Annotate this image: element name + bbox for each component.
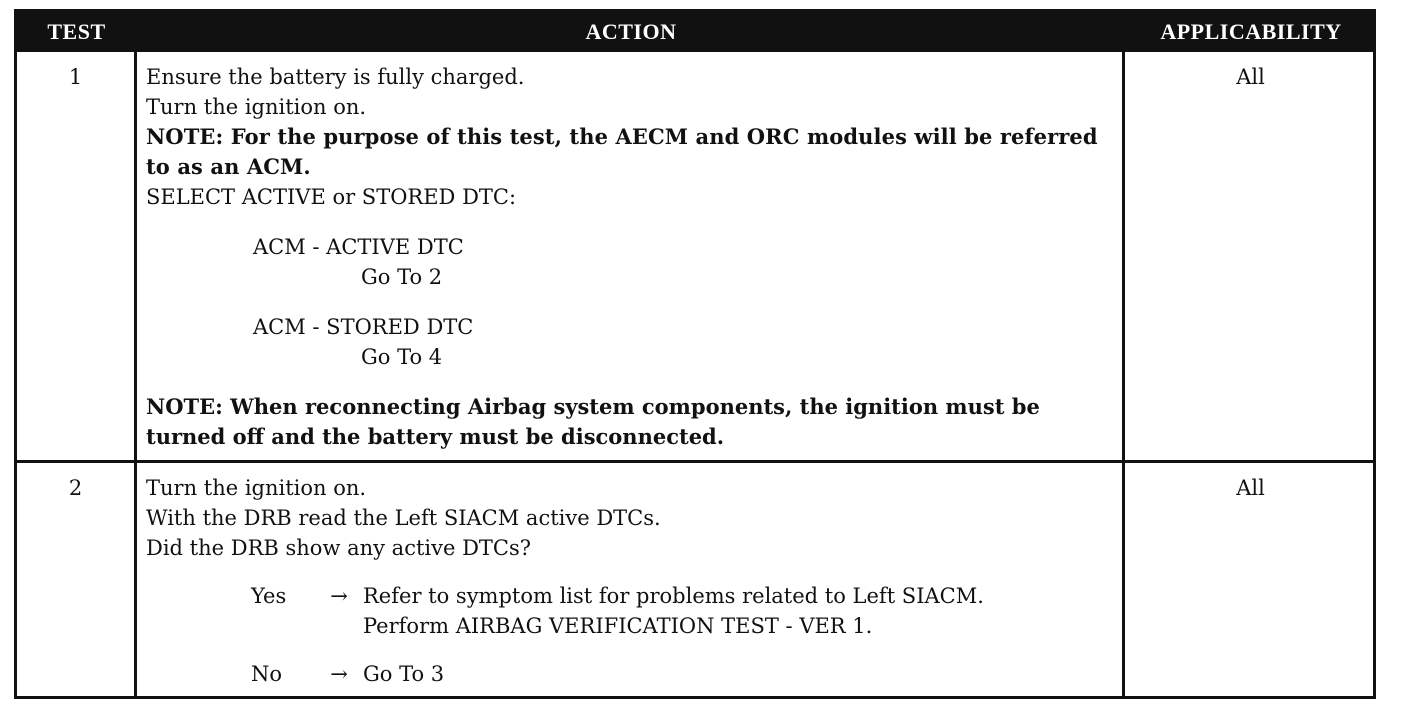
row2-line-3: Did the DRB show any active DTCs?: [146, 536, 532, 560]
row2-no-goto: Go To 3: [363, 662, 445, 686]
row2-yes-line-1: Refer to symptom list for problems related to Left SIACM.: [363, 584, 984, 608]
row2-no-branch: [146, 659, 1118, 689]
row1-note-1: NOTE: For the purpose of this test, the AECM and ORC modules will be referred to as an ACM.: [146, 124, 1098, 179]
row2-line-2: With the DRB read the Left SIACM active DTCs.: [146, 506, 661, 530]
row1-select-prompt: SELECT ACTIVE or STORED DTC:: [146, 185, 517, 209]
header-test: TEST: [47, 19, 106, 44]
row1-option-stored: [146, 312, 1118, 372]
row1-option-stored-goto: Go To 4: [361, 345, 443, 369]
row2-yes-branch: [146, 581, 1118, 641]
row1-applicability: All: [1236, 65, 1265, 89]
row1-action: [146, 62, 1118, 452]
diagnostic-test-table: [14, 9, 1376, 699]
row1-line-1: Ensure the battery is fully charged.: [146, 65, 525, 89]
row2-yes-arrow: →: [330, 584, 348, 608]
row2-action: [146, 473, 1118, 689]
row2-no-arrow: →: [330, 662, 348, 686]
row2-line-1: Turn the ignition on.: [146, 476, 367, 500]
row1-note-2: NOTE: When reconnecting Airbag system components, the ignition must be turned off and the battery must be disconnected.: [146, 394, 1040, 449]
table-header: [17, 12, 1373, 52]
row1-option-active-goto: Go To 2: [361, 265, 443, 289]
row-divider: [17, 460, 1373, 463]
row2-applicability: All: [1236, 476, 1265, 500]
row2-test-number: 2: [68, 476, 83, 500]
row1-test-number: 1: [68, 65, 83, 89]
row1-option-active: [146, 232, 1118, 292]
column-divider-action: [1122, 52, 1125, 696]
column-divider-test: [134, 52, 137, 696]
row2-yes-line-2: Perform AIRBAG VERIFICATION TEST - VER 1.: [363, 614, 873, 638]
header-applicability: APPLICABILITY: [1160, 19, 1342, 44]
row2-no-label: No: [251, 662, 283, 686]
row1-option-stored-label: ACM - STORED DTC: [253, 315, 474, 339]
row1-option-active-label: ACM - ACTIVE DTC: [253, 235, 464, 259]
row2-yes-label: Yes: [251, 584, 287, 608]
row1-line-2: Turn the ignition on.: [146, 95, 367, 119]
header-action: ACTION: [585, 19, 677, 44]
